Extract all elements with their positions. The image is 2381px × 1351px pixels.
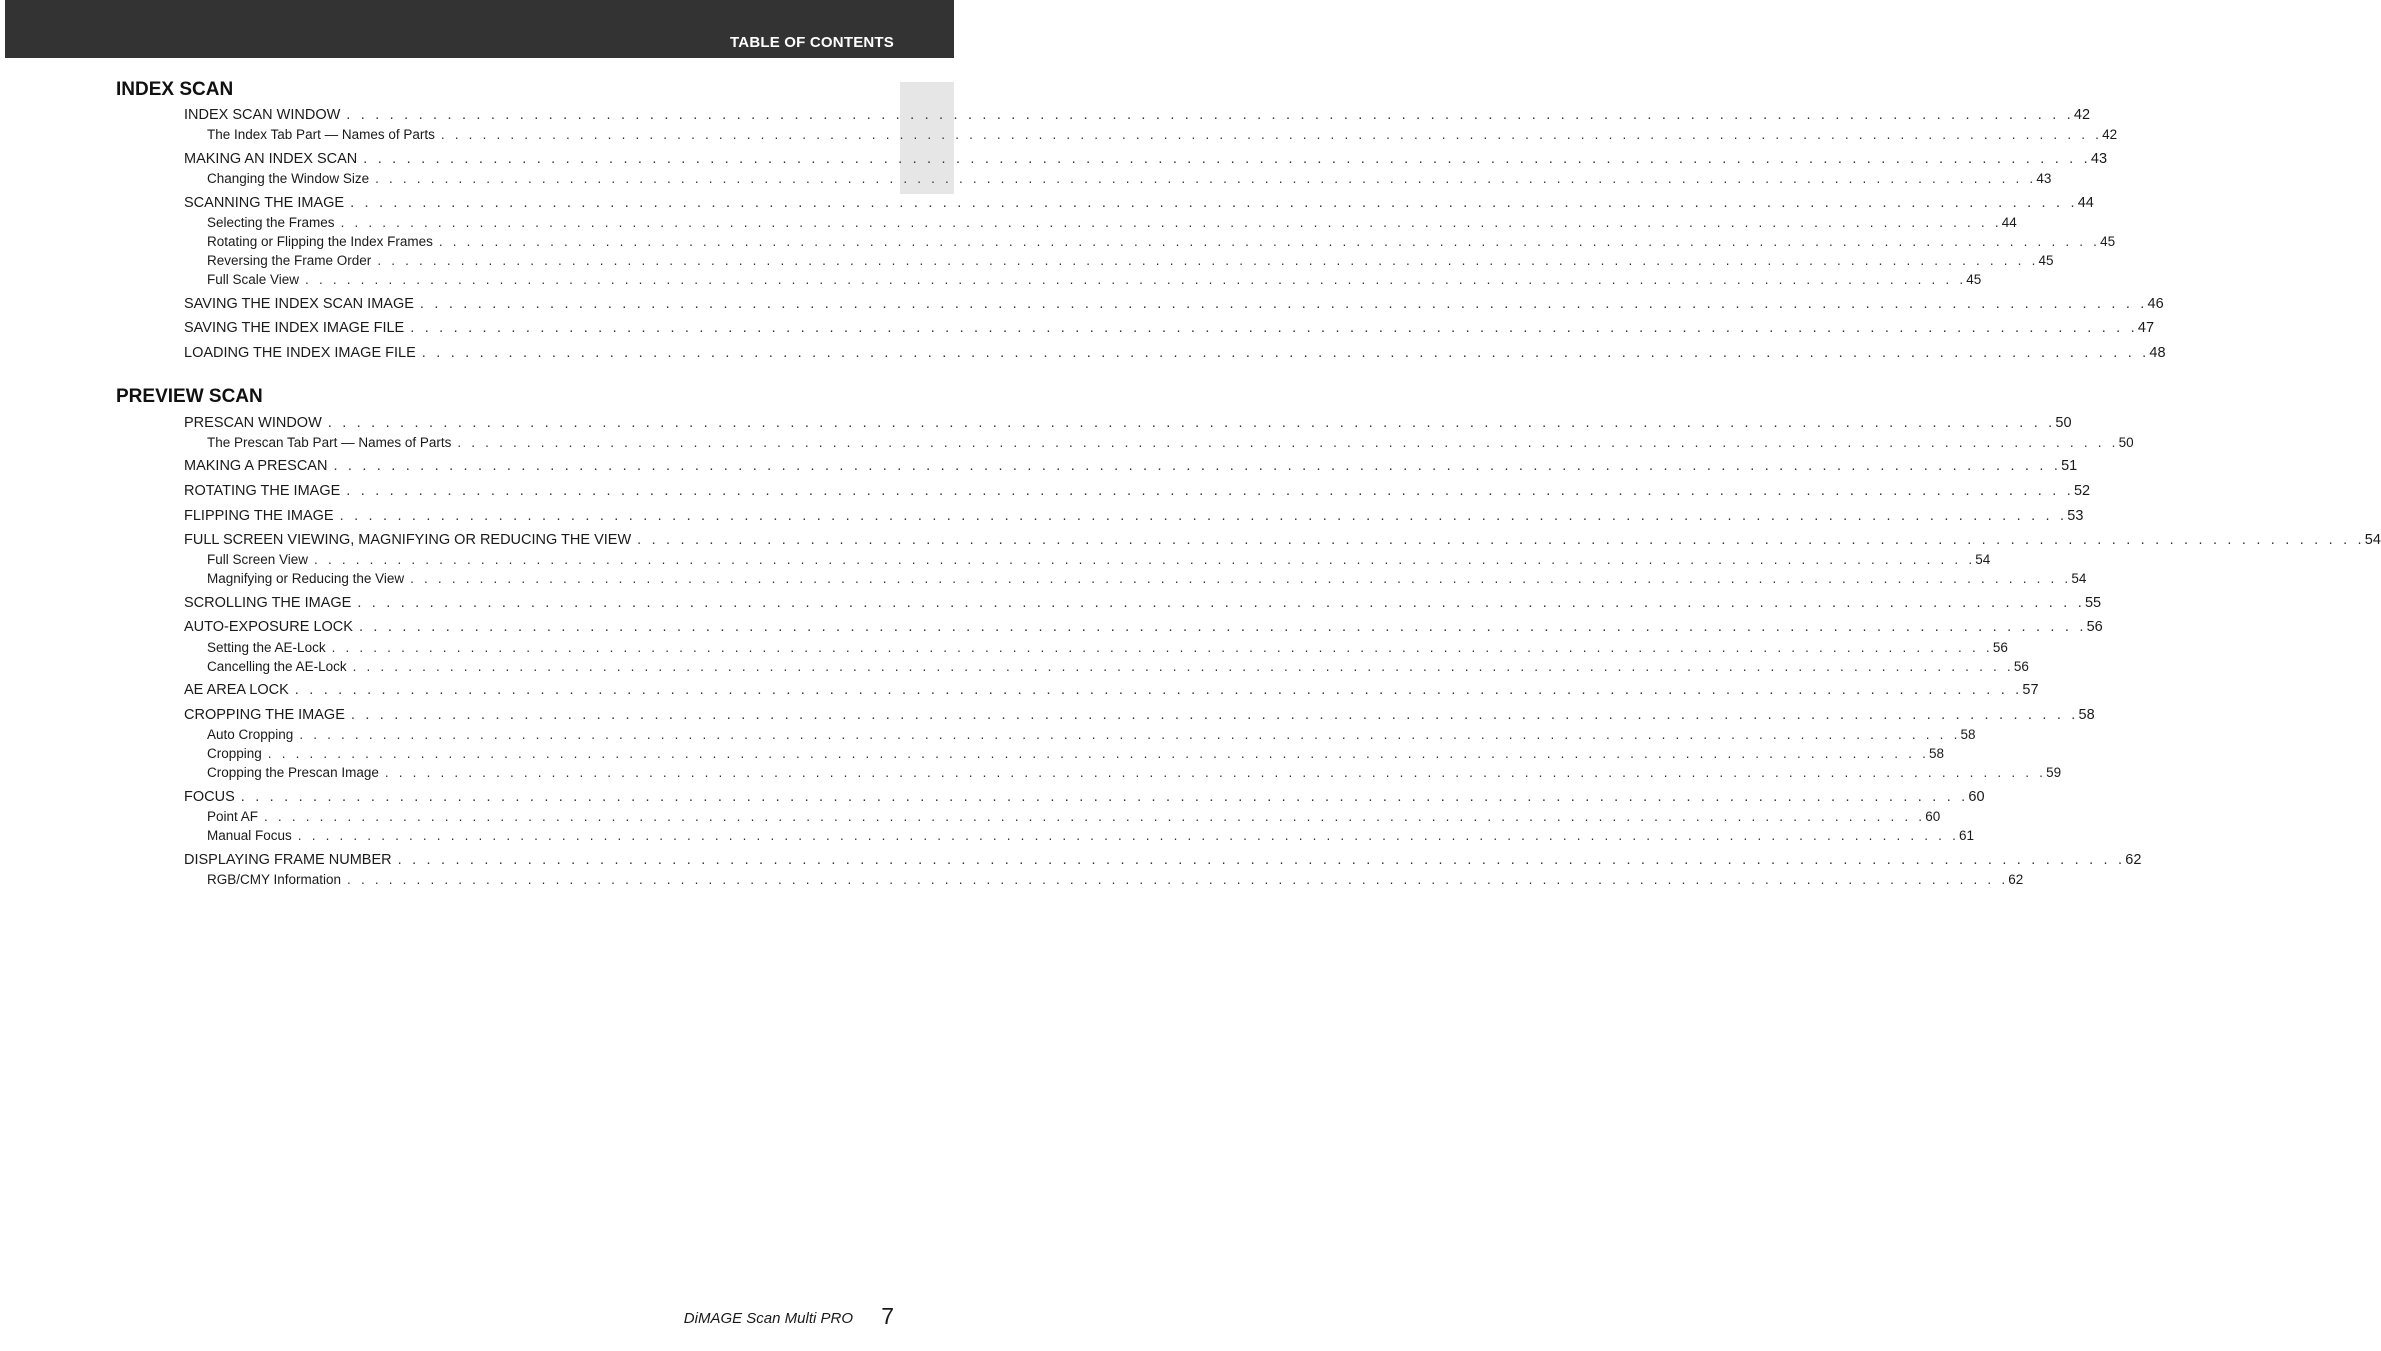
dot-leader: . . . . . . . . . . . . . . . . . . . . . . . . . . . . . . . . . . . . . . . . . . . . . . . . . . . . . . . . . . . . . . . . . . . . . . . . . . . . . . . . . . . . . . . . . . . . . . . . . . . . . . . . . . . . . . . . . . . . . . . . <box>352 659 2014 674</box>
toc-entry-page: 42 <box>2102 127 2118 142</box>
dot-leader: . . . . . . . . . . . . . . . . . . . . . . . . . . . . . . . . . . . . . . . . . . . . . . . . . . . . . . . . . . . . . . . . . . . . . . . . . . . . . . . . . . . . . . . . . . . . . . . . . . . . . . . . . . . . . . . . . . . . . . . . <box>384 765 2047 780</box>
toc-subentry[interactable] <box>207 828 1975 843</box>
toc-entry-label: SCANNING THE IMAGE <box>184 195 345 211</box>
toc-entry-label: FULL SCREEN VIEWING, MAGNIFYING OR REDUCING THE VIEW <box>184 532 632 548</box>
dot-leader: . . . . . . . . . . . . . . . . . . . . . . . . . . . . . . . . . . . . . . . . . . . . . . . . . . . . . . . . . . . . . . . . . . . . . . . . . . . . . . . . . . . . . . . . . . . . . . . . . . . . . . . . . . . . . . . . . . . . . . . . <box>419 296 2148 312</box>
toc-entry-page: 54 <box>2364 532 2381 548</box>
toc-entry-label: AE AREA LOCK <box>184 682 289 698</box>
toc-entry-page: 43 <box>2036 171 2052 186</box>
toc-entry-label: DISPLAYING FRAME NUMBER <box>184 852 392 868</box>
toc-subentry[interactable] <box>207 234 2116 249</box>
toc-subentry[interactable] <box>207 727 1976 742</box>
toc-entry-label: Magnifying or Reducing the View <box>207 571 405 586</box>
toc-entry-page: 50 <box>2118 435 2134 450</box>
toc-entry-page: 42 <box>2073 107 2091 123</box>
toc-entry-label: Manual Focus <box>207 828 292 843</box>
dot-leader: . . . . . . . . . . . . . . . . . . . . . . . . . . . . . . . . . . . . . . . . . . . . . . . . . . . . . . . . . . . . . . . . . . . . . . . . . . . . . . . . . . . . . . . . . . . . . . . . . . . . . . . . . . . . . . . . . . . . . . . . <box>339 508 2068 524</box>
section-title: PREVIEW SCAN <box>116 386 263 407</box>
toc-entry-label: LOADING THE INDEX IMAGE FILE <box>184 345 416 361</box>
toc-entry-label: INDEX SCAN WINDOW <box>184 107 341 123</box>
toc-entry-page: 43 <box>2090 151 2108 167</box>
dot-leader: . . . . . . . . . . . . . . . . . . . . . . . . . . . . . . . . . . . . . . . . . . . . . . . . . . . . . . . . . . . . . . . . . . . . . . . . . . . . . . . . . . . . . . . . . . . . . . . . . . . . . . . . . . . . . . . . . . . . . . . . <box>305 272 1967 287</box>
dot-leader: . . . . . . . . . . . . . . . . . . . . . . . . . . . . . . . . . . . . . . . . . . . . . . . . . . . . . . . . . . . . . . . . . . . . . . . . . . . . . . . . . . . . . . . . . . . . . . . . . . . . . . . . . . . . . . . . . . . . . . . . <box>363 151 2091 167</box>
dot-leader: . . . . . . . . . . . . . . . . . . . . . . . . . . . . . . . . . . . . . . . . . . . . . . . . . . . . . . . . . . . . . . . . . . . . . . . . . . . . . . . . . . . . . . . . . . . . . . . . . . . . . . . . . . . . . . . . . . . . . . . . <box>264 809 1926 824</box>
dot-leader: . . . . . . . . . . . . . . . . . . . . . . . . . . . . . . . . . . . . . . . . . . . . . . . . . . . . . . . . . . . . . . . . . . . . . . . . . . . . . . . . . . . . . . . . . . . . . . . . . . . . . . . . . . . . . . . . . . . . . . . . <box>331 640 1993 655</box>
toc-entry-page: 56 <box>2086 619 2103 635</box>
toc-entry-label: ROTATING THE IMAGE <box>184 483 341 499</box>
toc-entry[interactable] <box>184 483 2091 499</box>
toc-entry-label: PRESCAN WINDOW <box>184 415 322 431</box>
toc-entry[interactable] <box>184 682 2039 698</box>
toc-subentry[interactable] <box>207 435 2134 450</box>
toc-entry[interactable] <box>184 345 2166 361</box>
toc-entry-page: 47 <box>2137 320 2155 336</box>
dot-leader: . . . . . . . . . . . . . . . . . . . . . . . . . . . . . . . . . . . . . . . . . . . . . . . . . . . . . . . . . . . . . . . . . . . . . . . . . . . . . . . . . . . . . . . . . . . . . . . . . . . . . . . . . . . . . . . . . . . . . . . . <box>357 595 2085 611</box>
toc-entry-label: MAKING A PRESCAN <box>184 458 328 474</box>
toc-subentry[interactable] <box>207 552 1991 567</box>
dot-leader: . . . . . . . . . . . . . . . . . . . . . . . . . . . . . . . . . . . . . . . . . . . . . . . . . . . . . . . . . . . . . . . . . . . . . . . . . . . . . . . . . . . . . . . . . . . . . . . . . . . . . . . . . . . . . . . . . . . . . . . . <box>457 435 2119 450</box>
toc-entry-page: 58 <box>1929 746 1945 761</box>
toc-entry-label: SAVING THE INDEX IMAGE FILE <box>184 320 405 336</box>
header-bar <box>5 0 954 58</box>
toc-entry-page: 60 <box>1968 789 1985 805</box>
toc-entry-page: 53 <box>2067 508 2084 524</box>
dot-leader: . . . . . . . . . . . . . . . . . . . . . . . . . . . . . . . . . . . . . . . . . . . . . . . . . . . . . . . . . . . . . . . . . . . . . . . . . . . . . . . . . . . . . . . . . . . . . . . . . . . . . . . . . . . . . . . . . . . . . . . . <box>333 458 2062 474</box>
dot-leader: . . . . . . . . . . . . . . . . . . . . . . . . . . . . . . . . . . . . . . . . . . . . . . . . . . . . . . . . . . . . . . . . . . . . . . . . . . . . . . . . . . . . . . . . . . . . . . . . . . . . . . . . . . . . . . . . . . . . . . . . <box>340 215 2002 230</box>
dot-leader: . . . . . . . . . . . . . . . . . . . . . . . . . . . . . . . . . . . . . . . . . . . . . . . . . . . . . . . . . . . . . . . . . . . . . . . . . . . . . . . . . . . . . . . . . . . . . . . . . . . . . . . . . . . . . . . . . . . . . . . . <box>421 345 2150 361</box>
footer-brand: DiMAGE Scan Multi PRO <box>683 1310 853 1327</box>
toc-entry-label: Full Scale View <box>207 272 300 287</box>
toc-entry-page: 45 <box>2100 234 2116 249</box>
toc-entry[interactable] <box>184 320 2155 336</box>
dot-leader: . . . . . . . . . . . . . . . . . . . . . . . . . . . . . . . . . . . . . . . . . . . . . . . . . . . . . . . . . . . . . . . . . . . . . . . . . . . . . . . . . . . . . . . . . . . . . . . . . . . . . . . . . . . . . . . . . . . . . . . . <box>440 127 2103 142</box>
dot-leader: . . . . . . . . . . . . . . . . . . . . . . . . . . . . . . . . . . . . . . . . . . . . . . . . . . . . . . . . . . . . . . . . . . . . . . . . . . . . . . . . . . . . . . . . . . . . . . . . . . . . . . . . . . . . . . . . . . . . . . . . <box>314 552 1976 567</box>
toc-entry-page: 52 <box>2073 483 2091 499</box>
toc-entry-page: 56 <box>2013 659 2029 674</box>
toc-entry-label: Changing the Window Size <box>207 171 370 186</box>
toc-subentry[interactable] <box>207 171 2052 186</box>
toc-entry[interactable] <box>184 508 2084 524</box>
toc-entry-label: Reversing the Frame Order <box>207 253 372 268</box>
toc-entry-page: 62 <box>2008 872 2024 887</box>
toc-entry-page: 44 <box>2077 195 2094 211</box>
toc-entry-label: Cancelling the AE-Lock <box>207 659 347 674</box>
toc-entry[interactable] <box>184 707 2095 723</box>
toc-entry-page: 60 <box>1925 809 1941 824</box>
toc-entry-page: 54 <box>1975 552 1991 567</box>
toc-entry-page: 58 <box>1960 727 1976 742</box>
toc-entry-page: 50 <box>2055 415 2072 431</box>
dot-leader: . . . . . . . . . . . . . . . . . . . . . . . . . . . . . . . . . . . . . . . . . . . . . . . . . . . . . . . . . . . . . . . . . . . . . . . . . . . . . . . . . . . . . . . . . . . . . . . . . . . . . . . . . . . . . . . . . . . . . . . . <box>377 253 2039 268</box>
toc-entry[interactable] <box>184 151 2108 167</box>
dot-leader: . . . . . . . . . . . . . . . . . . . . . . . . . . . . . . . . . . . . . . . . . . . . . . . . . . . . . . . . . . . . . . . . . . . . . . . . . . . . . . . . . . . . . . . . . . . . . . . . . . . . . . . . . . . . . . . . . . . . . . . . <box>637 532 2365 548</box>
toc-entry-label: SAVING THE INDEX SCAN IMAGE <box>184 296 414 312</box>
toc-entry-label: FLIPPING THE IMAGE <box>184 508 334 524</box>
dot-leader: . . . . . . . . . . . . . . . . . . . . . . . . . . . . . . . . . . . . . . . . . . . . . . . . . . . . . . . . . . . . . . . . . . . . . . . . . . . . . . . . . . . . . . . . . . . . . . . . . . . . . . . . . . . . . . . . . . . . . . . . <box>299 727 1961 742</box>
header-title: TABLE OF CONTENTS <box>730 34 894 51</box>
toc-entry-label: Full Screen View <box>207 552 309 567</box>
toc-entry-label: Setting the AE-Lock <box>207 640 326 655</box>
toc-subentry[interactable] <box>207 872 2024 887</box>
toc-entry-label: MAKING AN INDEX SCAN <box>184 151 358 167</box>
toc-entry[interactable] <box>184 595 2102 611</box>
toc-entry-page: 54 <box>2071 571 2087 586</box>
toc-entry[interactable] <box>184 296 2164 312</box>
toc-subentry[interactable] <box>207 215 2017 230</box>
section-title: INDEX SCAN <box>116 79 234 100</box>
toc-entry-page: 46 <box>2147 296 2164 312</box>
dot-leader: . . . . . . . . . . . . . . . . . . . . . . . . . . . . . . . . . . . . . . . . . . . . . . . . . . . . . . . . . . . . . . . . . . . . . . . . . . . . . . . . . . . . . . . . . . . . . . . . . . . . . . . . . . . . . . . . . . . . . . . . <box>350 195 2078 211</box>
dot-leader: . . . . . . . . . . . . . . . . . . . . . . . . . . . . . . . . . . . . . . . . . . . . . . . . . . . . . . . . . . . . . . . . . . . . . . . . . . . . . . . . . . . . . . . . . . . . . . . . . . . . . . . . . . . . . . . . . . . . . . . . <box>397 852 2126 868</box>
dot-leader: . . . . . . . . . . . . . . . . . . . . . . . . . . . . . . . . . . . . . . . . . . . . . . . . . . . . . . . . . . . . . . . . . . . . . . . . . . . . . . . . . . . . . . . . . . . . . . . . . . . . . . . . . . . . . . . . . . . . . . . . <box>327 415 2056 431</box>
toc-subentry[interactable] <box>207 127 2118 142</box>
toc-entry-label: Rotating or Flipping the Index Frames <box>207 234 433 249</box>
toc-entry[interactable] <box>184 195 2094 211</box>
toc-subentry[interactable] <box>207 746 1945 761</box>
toc-subentry[interactable] <box>207 253 2054 268</box>
dot-leader: . . . . . . . . . . . . . . . . . . . . . . . . . . . . . . . . . . . . . . . . . . . . . . . . . . . . . . . . . . . . . . . . . . . . . . . . . . . . . . . . . . . . . . . . . . . . . . . . . . . . . . . . . . . . . . . . . . . . . . . . <box>297 828 1960 843</box>
toc-entry-page: 61 <box>1959 828 1975 843</box>
toc-subentry[interactable] <box>207 571 2087 586</box>
toc-entry[interactable] <box>184 619 2103 635</box>
dot-leader: . . . . . . . . . . . . . . . . . . . . . . . . . . . . . . . . . . . . . . . . . . . . . . . . . . . . . . . . . . . . . . . . . . . . . . . . . . . . . . . . . . . . . . . . . . . . . . . . . . . . . . . . . . . . . . . . . . . . . . . . <box>358 619 2087 635</box>
toc-entry[interactable] <box>184 789 1985 805</box>
footer-page-number: 7 <box>881 1303 894 1329</box>
toc-subentry[interactable] <box>207 272 1982 287</box>
toc-entry-page: 44 <box>2001 215 2017 230</box>
toc-entry[interactable] <box>184 107 2091 123</box>
toc-subentry[interactable] <box>207 765 2062 780</box>
toc-entry-page: 62 <box>2125 852 2142 868</box>
dot-leader: . . . . . . . . . . . . . . . . . . . . . . . . . . . . . . . . . . . . . . . . . . . . . . . . . . . . . . . . . . . . . . . . . . . . . . . . . . . . . . . . . . . . . . . . . . . . . . . . . . . . . . . . . . . . . . . . . . . . . . . . <box>346 107 2074 123</box>
toc-entry-label: The Index Tab Part — Names of Parts <box>207 127 435 142</box>
dot-leader: . . . . . . . . . . . . . . . . . . . . . . . . . . . . . . . . . . . . . . . . . . . . . . . . . . . . . . . . . . . . . . . . . . . . . . . . . . . . . . . . . . . . . . . . . . . . . . . . . . . . . . . . . . . . . . . . . . . . . . . . <box>410 571 2072 586</box>
toc-entry-label: Point AF <box>207 809 259 824</box>
toc-entry-label: Selecting the Frames <box>207 215 335 230</box>
dot-leader: . . . . . . . . . . . . . . . . . . . . . . . . . . . . . . . . . . . . . . . . . . . . . . . . . . . . . . . . . . . . . . . . . . . . . . . . . . . . . . . . . . . . . . . . . . . . . . . . . . . . . . . . . . . . . . . . . . . . . . . . <box>267 746 1930 761</box>
toc-subentry[interactable] <box>207 640 2008 655</box>
toc-subentry[interactable] <box>207 659 2029 674</box>
toc-entry[interactable] <box>184 458 2078 474</box>
toc-entry-page: 56 <box>1992 640 2008 655</box>
toc-entry-label: FOCUS <box>184 789 235 805</box>
toc-entry-label: CROPPING THE IMAGE <box>184 707 345 723</box>
toc-entry-label: SCROLLING THE IMAGE <box>184 595 352 611</box>
toc-entry-page: 45 <box>2038 253 2054 268</box>
toc-entry-page: 58 <box>2078 707 2095 723</box>
toc-entry-label: Cropping <box>207 746 262 761</box>
toc-entry-page: 55 <box>2084 595 2102 611</box>
dot-leader: . . . . . . . . . . . . . . . . . . . . . . . . . . . . . . . . . . . . . . . . . . . . . . . . . . . . . . . . . . . . . . . . . . . . . . . . . . . . . . . . . . . . . . . . . . . . . . . . . . . . . . . . . . . . . . . . . . . . . . . . <box>346 483 2074 499</box>
toc-entry-page: 57 <box>2022 682 2039 698</box>
toc-entry-label: The Prescan Tab Part — Names of Parts <box>207 435 452 450</box>
toc-entry[interactable] <box>184 532 2381 548</box>
dot-leader: . . . . . . . . . . . . . . . . . . . . . . . . . . . . . . . . . . . . . . . . . . . . . . . . . . . . . . . . . . . . . . . . . . . . . . . . . . . . . . . . . . . . . . . . . . . . . . . . . . . . . . . . . . . . . . . . . . . . . . . . <box>350 707 2079 723</box>
toc-entry-label: AUTO-EXPOSURE LOCK <box>184 619 353 635</box>
dot-leader: . . . . . . . . . . . . . . . . . . . . . . . . . . . . . . . . . . . . . . . . . . . . . . . . . . . . . . . . . . . . . . . . . . . . . . . . . . . . . . . . . . . . . . . . . . . . . . . . . . . . . . . . . . . . . . . . . . . . . . . . <box>438 234 2101 249</box>
toc-entry-label: Auto Cropping <box>207 727 294 742</box>
toc-entry-label: Cropping the Prescan Image <box>207 765 379 780</box>
dot-leader: . . . . . . . . . . . . . . . . . . . . . . . . . . . . . . . . . . . . . . . . . . . . . . . . . . . . . . . . . . . . . . . . . . . . . . . . . . . . . . . . . . . . . . . . . . . . . . . . . . . . . . . . . . . . . . . . . . . . . . . . <box>375 171 2037 186</box>
toc-subentry[interactable] <box>207 809 1941 824</box>
toc-entry[interactable] <box>184 852 2142 868</box>
dot-leader: . . . . . . . . . . . . . . . . . . . . . . . . . . . . . . . . . . . . . . . . . . . . . . . . . . . . . . . . . . . . . . . . . . . . . . . . . . . . . . . . . . . . . . . . . . . . . . . . . . . . . . . . . . . . . . . . . . . . . . . . <box>347 872 2009 887</box>
dot-leader: . . . . . . . . . . . . . . . . . . . . . . . . . . . . . . . . . . . . . . . . . . . . . . . . . . . . . . . . . . . . . . . . . . . . . . . . . . . . . . . . . . . . . . . . . . . . . . . . . . . . . . . . . . . . . . . . . . . . . . . . <box>294 682 2023 698</box>
toc-entry-page: 59 <box>2046 765 2062 780</box>
dot-leader: . . . . . . . . . . . . . . . . . . . . . . . . . . . . . . . . . . . . . . . . . . . . . . . . . . . . . . . . . . . . . . . . . . . . . . . . . . . . . . . . . . . . . . . . . . . . . . . . . . . . . . . . . . . . . . . . . . . . . . . . <box>410 320 2138 336</box>
toc-entry[interactable] <box>184 415 2072 431</box>
toc-entry-page: 51 <box>2061 458 2078 474</box>
toc-entry-page: 48 <box>2149 345 2166 361</box>
dot-leader: . . . . . . . . . . . . . . . . . . . . . . . . . . . . . . . . . . . . . . . . . . . . . . . . . . . . . . . . . . . . . . . . . . . . . . . . . . . . . . . . . . . . . . . . . . . . . . . . . . . . . . . . . . . . . . . . . . . . . . . . <box>240 789 1969 805</box>
toc-entry-page: 45 <box>1966 272 1982 287</box>
toc-entry-label: RGB/CMY Information <box>207 872 342 887</box>
